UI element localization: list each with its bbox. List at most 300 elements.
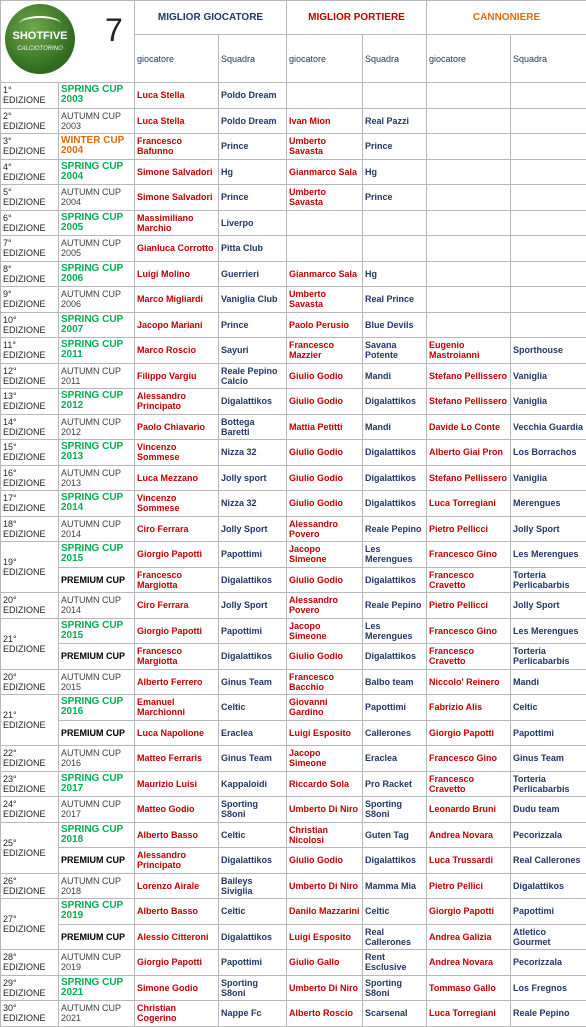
best-player-team-cell: Hg	[219, 159, 287, 185]
best-goalkeeper-team-cell: Reale Pepino	[363, 516, 427, 542]
header-cannoniere: CANNONIERE	[427, 1, 586, 35]
best-player-cell: Francesco Margiotta	[135, 644, 219, 670]
cup-cell: AUTUMN CUP 2016	[59, 746, 135, 772]
edition-cell: 24° EDIZIONE	[1, 797, 59, 823]
edition-cell: 14° EDIZIONE	[1, 414, 59, 440]
edition-cell: 5° EDIZIONE	[1, 185, 59, 211]
table-row	[1, 363, 586, 389]
edition-cell: 10° EDIZIONE	[1, 312, 59, 338]
top-scorer-team-cell	[511, 83, 586, 109]
best-goalkeeper-team-cell: Mandi	[363, 363, 427, 389]
cup-cell: SPRING CUP 2015	[59, 618, 135, 644]
top-scorer-cell	[427, 185, 511, 211]
best-player-cell: Gianluca Corrotto	[135, 236, 219, 262]
best-player-team-cell: Eraclea	[219, 720, 287, 746]
best-player-team-cell: Digalattikos	[219, 567, 287, 593]
best-player-team-cell: Celtic	[219, 695, 287, 721]
table-row	[1, 669, 586, 695]
top-scorer-cell	[427, 159, 511, 185]
top-scorer-team-cell: Atletico Gourmet	[511, 924, 586, 950]
top-scorer-cell	[427, 261, 511, 287]
best-goalkeeper-cell: Gianmarco Sala	[287, 261, 363, 287]
best-goalkeeper-cell: Riccardo Sola	[287, 771, 363, 797]
edition-cell: 28° EDIZIONE	[1, 950, 59, 976]
best-player-cell: Jacopo Mariani	[135, 312, 219, 338]
top-scorer-cell: Francesco Cravetto	[427, 771, 511, 797]
table-row	[1, 159, 586, 185]
best-goalkeeper-team-cell: Real Prince	[363, 287, 427, 313]
top-scorer-team-cell: Les Merengues	[511, 542, 586, 568]
best-player-cell: Simone Godio	[135, 975, 219, 1001]
best-player-cell: Giorgio Papotti	[135, 950, 219, 976]
best-goalkeeper-team-cell: Prince	[363, 134, 427, 160]
cup-cell: AUTUMN CUP 2013	[59, 465, 135, 491]
best-player-cell: Ciro Ferrara	[135, 516, 219, 542]
best-player-cell: Vincenzo Sommese	[135, 491, 219, 517]
top-scorer-cell: Andrea Novara	[427, 822, 511, 848]
best-player-cell: Alessandro Principato	[135, 389, 219, 415]
best-player-cell: Emanuel Marchionni	[135, 695, 219, 721]
top-scorer-team-cell: Vaniglia	[511, 363, 586, 389]
top-scorer-team-cell: Les Merengues	[511, 618, 586, 644]
top-scorer-team-cell: Pecorizzala	[511, 950, 586, 976]
table-row	[1, 185, 586, 211]
best-player-cell: Luca Mezzano	[135, 465, 219, 491]
best-player-cell: Matteo Godio	[135, 797, 219, 823]
best-goalkeeper-team-cell: Digalattikos	[363, 440, 427, 466]
top-scorer-team-cell: Pecorizzala	[511, 822, 586, 848]
edition-cell: 12° EDIZIONE	[1, 363, 59, 389]
best-goalkeeper-team-cell: Les Merengues	[363, 542, 427, 568]
cup-cell: AUTUMN CUP 2012	[59, 414, 135, 440]
best-player-team-cell: Celtic	[219, 822, 287, 848]
best-goalkeeper-cell: Jacopo Simeone	[287, 746, 363, 772]
table-row	[1, 797, 586, 823]
top-scorer-team-cell: Papottimi	[511, 720, 586, 746]
best-player-cell: Marco Migliardi	[135, 287, 219, 313]
best-goalkeeper-team-cell: Digalattikos	[363, 848, 427, 874]
edition-cell: 3° EDIZIONE	[1, 134, 59, 160]
cup-cell: SPRING CUP 2017	[59, 771, 135, 797]
top-scorer-team-cell: Dudu team	[511, 797, 586, 823]
edition-cell: 21° EDIZIONE	[1, 618, 59, 669]
top-scorer-cell: Francesco Gino	[427, 746, 511, 772]
cup-cell: SPRING CUP 2011	[59, 338, 135, 364]
top-scorer-cell: Fabrizio Alis	[427, 695, 511, 721]
best-player-team-cell: Prince	[219, 134, 287, 160]
best-player-team-cell: Poldo Dream	[219, 108, 287, 134]
top-scorer-team-cell: Torteria Perlicabarbis	[511, 567, 586, 593]
top-scorer-cell: Alberto Giai Pron	[427, 440, 511, 466]
best-goalkeeper-team-cell: Savana Potente	[363, 338, 427, 364]
best-goalkeeper-cell: Gianmarco Sala	[287, 159, 363, 185]
best-player-team-cell: Jolly Sport	[219, 516, 287, 542]
best-player-cell: Matteo Ferraris	[135, 746, 219, 772]
cup-cell: PREMIUM CUP	[59, 644, 135, 670]
table-row	[1, 312, 586, 338]
top-scorer-cell: Giorgio Papotti	[427, 720, 511, 746]
best-player-cell: Alberto Basso	[135, 899, 219, 925]
cup-cell: SPRING CUP 2021	[59, 975, 135, 1001]
best-player-team-cell: Prince	[219, 185, 287, 211]
best-player-cell: Maurizio Luisi	[135, 771, 219, 797]
top-scorer-cell: Giorgio Papotti	[427, 899, 511, 925]
cup-cell: PREMIUM CUP	[59, 848, 135, 874]
best-goalkeeper-team-cell: Sporting S8oni	[363, 975, 427, 1001]
best-goalkeeper-cell: Giulio Godio	[287, 848, 363, 874]
top-scorer-cell: Stefano Pellissero	[427, 389, 511, 415]
edition-cell: 25° EDIZIONE	[1, 822, 59, 873]
best-goalkeeper-cell: Alessandro Povero	[287, 516, 363, 542]
top-scorer-team-cell	[511, 236, 586, 262]
cup-cell: AUTUMN CUP 2015	[59, 669, 135, 695]
best-player-team-cell: Vaniglia Club	[219, 287, 287, 313]
top-scorer-team-cell	[511, 210, 586, 236]
cup-cell: AUTUMN CUP 2019	[59, 950, 135, 976]
best-goalkeeper-cell: Umberto Di Niro	[287, 797, 363, 823]
top-scorer-team-cell: Sporthouse	[511, 338, 586, 364]
best-goalkeeper-team-cell: Digalattikos	[363, 465, 427, 491]
top-scorer-cell: Niccolo' Reinero	[427, 669, 511, 695]
table-row	[1, 134, 586, 160]
top-scorer-team-cell	[511, 134, 586, 160]
table-row	[1, 108, 586, 134]
edition-cell: 8° EDIZIONE	[1, 261, 59, 287]
col-header-squadra: Squadra	[511, 35, 586, 83]
best-goalkeeper-cell: Giulio Godio	[287, 440, 363, 466]
table-row	[1, 644, 586, 670]
top-scorer-team-cell: Real Callerones	[511, 848, 586, 874]
edition-cell: 26° EDIZIONE	[1, 873, 59, 899]
best-player-team-cell: Liverpo	[219, 210, 287, 236]
edition-cell: 18° EDIZIONE	[1, 516, 59, 542]
best-goalkeeper-cell	[287, 83, 363, 109]
best-goalkeeper-cell: Luigi Esposito	[287, 924, 363, 950]
best-goalkeeper-cell: Giulio Godio	[287, 567, 363, 593]
best-goalkeeper-team-cell: Reale Pepino	[363, 593, 427, 619]
best-goalkeeper-team-cell: Digalattikos	[363, 644, 427, 670]
cup-cell: SPRING CUP 2003	[59, 83, 135, 109]
top-scorer-cell: Francesco Gino	[427, 618, 511, 644]
best-goalkeeper-team-cell: Balbo team	[363, 669, 427, 695]
best-player-cell: Simone Salvadori	[135, 185, 219, 211]
edition-cell: 7° EDIZIONE	[1, 236, 59, 262]
top-scorer-team-cell: Vaniglia	[511, 465, 586, 491]
best-goalkeeper-cell: Giulio Godio	[287, 389, 363, 415]
best-goalkeeper-cell: Umberto Savasta	[287, 287, 363, 313]
best-player-cell: Paolo Chiavario	[135, 414, 219, 440]
best-player-team-cell: Digalattikos	[219, 924, 287, 950]
best-player-team-cell: Nizza 32	[219, 440, 287, 466]
table-row	[1, 567, 586, 593]
top-scorer-team-cell: Los Fregnos	[511, 975, 586, 1001]
edition-cell: 9° EDIZIONE	[1, 287, 59, 313]
cup-cell: SPRING CUP 2005	[59, 210, 135, 236]
best-goalkeeper-team-cell: Hg	[363, 261, 427, 287]
cup-cell: AUTUMN CUP 2018	[59, 873, 135, 899]
top-scorer-cell: Pietro Pellicci	[427, 593, 511, 619]
best-goalkeeper-cell: Giulio Godio	[287, 644, 363, 670]
best-goalkeeper-cell: Umberto Di Niro	[287, 873, 363, 899]
top-scorer-team-cell	[511, 261, 586, 287]
best-goalkeeper-cell: Giulio Gallo	[287, 950, 363, 976]
table-row	[1, 593, 586, 619]
best-goalkeeper-cell: Giulio Godio	[287, 491, 363, 517]
header-miglior-portiere: MIGLIOR PORTIERE	[287, 1, 427, 35]
top-scorer-team-cell	[511, 108, 586, 134]
best-goalkeeper-team-cell: Digalattikos	[363, 567, 427, 593]
best-goalkeeper-team-cell	[363, 210, 427, 236]
best-player-team-cell: Nizza 32	[219, 491, 287, 517]
best-player-cell: Alessio Citteroni	[135, 924, 219, 950]
edition-cell: 2° EDIZIONE	[1, 108, 59, 134]
edition-cell: 4° EDIZIONE	[1, 159, 59, 185]
best-goalkeeper-team-cell: Les Merengues	[363, 618, 427, 644]
best-goalkeeper-team-cell: Blue Devils	[363, 312, 427, 338]
top-scorer-cell: Pietro Pellicci	[427, 516, 511, 542]
logo-cell	[1, 1, 135, 83]
best-player-cell: Marco Roscio	[135, 338, 219, 364]
top-scorer-cell	[427, 108, 511, 134]
best-goalkeeper-cell: Francesco Mazzier	[287, 338, 363, 364]
top-scorer-team-cell: Digalattikos	[511, 873, 586, 899]
best-goalkeeper-cell: Christian Nicolosi	[287, 822, 363, 848]
edition-cell: 6° EDIZIONE	[1, 210, 59, 236]
top-scorer-team-cell: Los Borrachos	[511, 440, 586, 466]
best-goalkeeper-cell: Jacopo Simeone	[287, 542, 363, 568]
top-scorer-team-cell: Papottimi	[511, 899, 586, 925]
col-header-squadra: Squadra	[219, 35, 287, 83]
best-goalkeeper-team-cell: Real Pazzi	[363, 108, 427, 134]
logo-text: SHOTFIVE	[5, 31, 75, 41]
best-player-cell: Christian Cogerino	[135, 1001, 219, 1027]
best-player-cell: Luca Napolione	[135, 720, 219, 746]
top-scorer-team-cell: Vaniglia	[511, 389, 586, 415]
best-goalkeeper-team-cell: Pro Racket	[363, 771, 427, 797]
edition-cell: 30° EDIZIONE	[1, 1001, 59, 1027]
cup-cell: SPRING CUP 2007	[59, 312, 135, 338]
best-player-team-cell: Papottimi	[219, 542, 287, 568]
top-scorer-team-cell: Celtic	[511, 695, 586, 721]
page-number: 7	[105, 25, 123, 35]
best-goalkeeper-team-cell: Guten Tag	[363, 822, 427, 848]
best-goalkeeper-team-cell: Rent Esclusive	[363, 950, 427, 976]
table-row	[1, 822, 586, 848]
best-goalkeeper-cell: Danilo Mazzarini	[287, 899, 363, 925]
header-miglior-giocatore: MIGLIOR GIOCATORE	[135, 1, 287, 35]
best-goalkeeper-cell: Umberto Savasta	[287, 185, 363, 211]
cup-cell: SPRING CUP 2012	[59, 389, 135, 415]
best-goalkeeper-cell: Alessandro Povero	[287, 593, 363, 619]
best-player-team-cell: Jolly sport	[219, 465, 287, 491]
table-row	[1, 873, 586, 899]
table-row	[1, 771, 586, 797]
table-row	[1, 338, 586, 364]
table-row	[1, 1001, 586, 1027]
cup-cell: WINTER CUP 2004	[59, 134, 135, 160]
best-goalkeeper-team-cell: Mandi	[363, 414, 427, 440]
top-scorer-team-cell: Torteria Perlicabarbis	[511, 644, 586, 670]
best-player-team-cell: Bottega Baretti	[219, 414, 287, 440]
best-player-team-cell: Jolly Sport	[219, 593, 287, 619]
table-row	[1, 899, 586, 925]
best-player-cell: Giorgio Papotti	[135, 542, 219, 568]
top-scorer-cell: Tommaso Gallo	[427, 975, 511, 1001]
col-header-giocatore: giocatore	[287, 35, 363, 83]
best-goalkeeper-cell: Giulio Godio	[287, 465, 363, 491]
top-scorer-cell: Francesco Cravetto	[427, 567, 511, 593]
cup-cell: SPRING CUP 2006	[59, 261, 135, 287]
top-scorer-cell: Luca Torregiani	[427, 1001, 511, 1027]
best-player-team-cell: Ginus Team	[219, 669, 287, 695]
cup-cell: AUTUMN CUP 2006	[59, 287, 135, 313]
top-scorer-team-cell	[511, 312, 586, 338]
best-player-team-cell: Ginus Team	[219, 746, 287, 772]
table-row	[1, 389, 586, 415]
best-player-team-cell: Digalattikos	[219, 644, 287, 670]
best-goalkeeper-cell: Alberto Roscio	[287, 1001, 363, 1027]
best-goalkeeper-team-cell: Callerones	[363, 720, 427, 746]
top-scorer-cell: Stefano Pellissero	[427, 363, 511, 389]
best-player-cell: Alberto Ferrero	[135, 669, 219, 695]
top-scorer-team-cell	[511, 287, 586, 313]
table-row	[1, 542, 586, 568]
best-player-cell: Lorenzo Airale	[135, 873, 219, 899]
top-scorer-cell	[427, 83, 511, 109]
edition-cell: 13° EDIZIONE	[1, 389, 59, 415]
cup-cell: AUTUMN CUP 2011	[59, 363, 135, 389]
best-player-cell: Luca Stella	[135, 108, 219, 134]
top-scorer-team-cell: Torteria Perlicabarbis	[511, 771, 586, 797]
best-goalkeeper-cell: Luigi Esposito	[287, 720, 363, 746]
col-header-giocatore: giocatore	[135, 35, 219, 83]
table-row	[1, 924, 586, 950]
shotfive-logo	[5, 4, 75, 74]
best-goalkeeper-team-cell: Mamma Mia	[363, 873, 427, 899]
edition-cell: 27° EDIZIONE	[1, 899, 59, 950]
cup-cell: AUTUMN CUP 2003	[59, 108, 135, 134]
best-player-team-cell: Nappe Fc	[219, 1001, 287, 1027]
top-scorer-team-cell: Jolly Sport	[511, 516, 586, 542]
table-row	[1, 236, 586, 262]
edition-cell: 15° EDIZIONE	[1, 440, 59, 466]
best-player-cell: Filippo Vargiu	[135, 363, 219, 389]
top-scorer-team-cell: Mandi	[511, 669, 586, 695]
best-goalkeeper-cell: Paolo Perusio	[287, 312, 363, 338]
top-scorer-team-cell: Ginus Team	[511, 746, 586, 772]
top-scorer-team-cell: Reale Pepino	[511, 1001, 586, 1027]
logo-subtitle: CALCIOTORINO	[5, 44, 75, 54]
cup-cell: PREMIUM CUP	[59, 720, 135, 746]
table-row	[1, 720, 586, 746]
best-goalkeeper-team-cell: Digalattikos	[363, 389, 427, 415]
best-player-team-cell: Sporting S8oni	[219, 797, 287, 823]
best-goalkeeper-team-cell: Celtic	[363, 899, 427, 925]
edition-cell: 22° EDIZIONE	[1, 746, 59, 772]
best-goalkeeper-cell: Giulio Godio	[287, 363, 363, 389]
best-player-cell: Giorgio Papotti	[135, 618, 219, 644]
best-goalkeeper-team-cell: Papottimi	[363, 695, 427, 721]
best-player-cell: Luca Stella	[135, 83, 219, 109]
table-row	[1, 695, 586, 721]
top-scorer-team-cell: Merengues	[511, 491, 586, 517]
table-row	[1, 440, 586, 466]
best-player-team-cell: Papottimi	[219, 950, 287, 976]
top-scorer-cell: Stefano Pellissero	[427, 465, 511, 491]
edition-cell: 20° EDIZIONE	[1, 593, 59, 619]
top-scorer-cell: Andrea Novara	[427, 950, 511, 976]
best-goalkeeper-team-cell: Real Callerones	[363, 924, 427, 950]
table-row	[1, 261, 586, 287]
table-row	[1, 746, 586, 772]
cup-cell: AUTUMN CUP 2014	[59, 593, 135, 619]
top-scorer-cell	[427, 236, 511, 262]
col-header-squadra: Squadra	[363, 35, 427, 83]
best-player-cell: Francesco Bafunno	[135, 134, 219, 160]
best-goalkeeper-team-cell: Prince	[363, 185, 427, 211]
cup-cell: SPRING CUP 2013	[59, 440, 135, 466]
best-goalkeeper-cell: Giovanni Gardino	[287, 695, 363, 721]
best-player-team-cell: Baileys Siviglia	[219, 873, 287, 899]
best-player-team-cell: Guerrieri	[219, 261, 287, 287]
best-goalkeeper-team-cell: Digalattikos	[363, 491, 427, 517]
best-player-team-cell: Sayuri	[219, 338, 287, 364]
edition-cell: 23° EDIZIONE	[1, 771, 59, 797]
cup-cell: SPRING CUP 2016	[59, 695, 135, 721]
top-scorer-team-cell: Vecchia Guardia	[511, 414, 586, 440]
table-row	[1, 210, 586, 236]
best-player-team-cell: Celtic	[219, 899, 287, 925]
top-scorer-team-cell: Jolly Sport	[511, 593, 586, 619]
cup-cell: SPRING CUP 2004	[59, 159, 135, 185]
best-goalkeeper-team-cell: Hg	[363, 159, 427, 185]
table-row	[1, 618, 586, 644]
best-goalkeeper-cell: Umberto Di Niro	[287, 975, 363, 1001]
edition-cell: 21° EDIZIONE	[1, 695, 59, 746]
edition-cell: 1° EDIZIONE	[1, 83, 59, 109]
edition-cell: 20° EDIZIONE	[1, 669, 59, 695]
best-goalkeeper-cell	[287, 236, 363, 262]
top-scorer-cell: Eugenio Mastroianni	[427, 338, 511, 364]
top-scorer-cell: Francesco Gino	[427, 542, 511, 568]
edition-cell: 19° EDIZIONE	[1, 542, 59, 593]
best-player-team-cell: Papottimi	[219, 618, 287, 644]
best-player-cell: Ciro Ferrara	[135, 593, 219, 619]
table-row	[1, 975, 586, 1001]
top-scorer-cell: Pietro Pellici	[427, 873, 511, 899]
cup-cell: AUTUMN CUP 2014	[59, 516, 135, 542]
cup-cell: SPRING CUP 2019	[59, 899, 135, 925]
best-goalkeeper-team-cell: Sporting S8oni	[363, 797, 427, 823]
best-goalkeeper-cell: Jacopo Simeone	[287, 618, 363, 644]
top-scorer-cell: Luca Torregiani	[427, 491, 511, 517]
table-row	[1, 848, 586, 874]
best-player-team-cell: Digalattikos	[219, 848, 287, 874]
table-row	[1, 465, 586, 491]
cup-cell: SPRING CUP 2015	[59, 542, 135, 568]
best-player-team-cell: Reale Pepino Calcio	[219, 363, 287, 389]
best-player-cell: Simone Salvadori	[135, 159, 219, 185]
best-goalkeeper-cell	[287, 210, 363, 236]
edition-cell: 16° EDIZIONE	[1, 465, 59, 491]
best-player-team-cell: Prince	[219, 312, 287, 338]
best-player-cell: Alberto Basso	[135, 822, 219, 848]
best-player-team-cell: Poldo Dream	[219, 83, 287, 109]
top-scorer-team-cell	[511, 159, 586, 185]
top-scorer-cell	[427, 287, 511, 313]
top-scorer-cell	[427, 210, 511, 236]
top-scorer-cell	[427, 134, 511, 160]
